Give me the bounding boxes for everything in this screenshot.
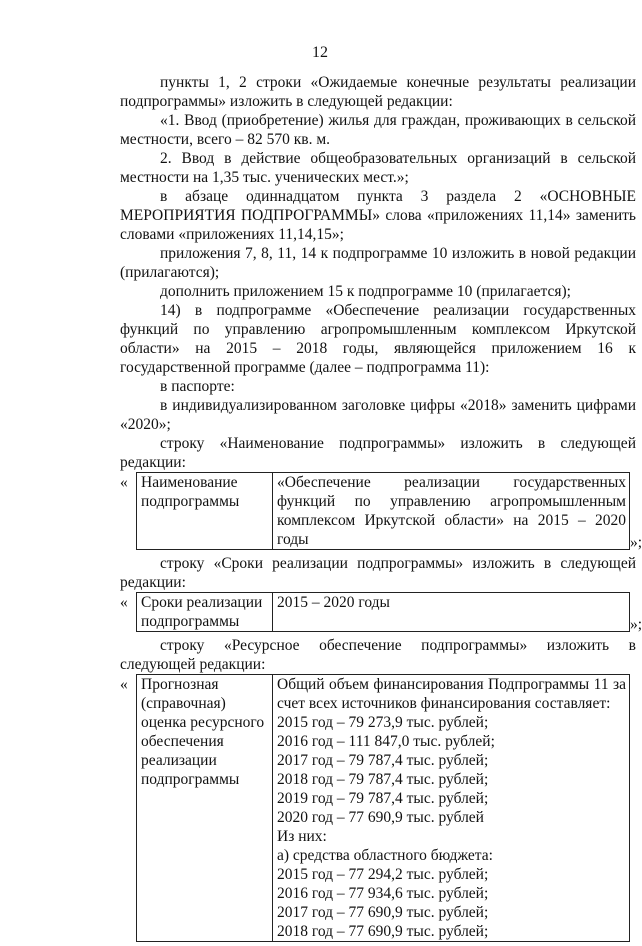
- table-row: [137, 473, 630, 550]
- paragraph: строку «Ресурсное обеспечение подпрограммы» изложить в следующей редакции:: [120, 637, 636, 673]
- quote-open: «: [120, 594, 128, 611]
- funding-line: 2016 год – 77 934,6 тыс. рублей;: [277, 885, 489, 902]
- table-label-cell: Наименование подпрограммы: [137, 473, 273, 550]
- funding-intro: Общий объем финансирования Подпрограммы 11 за счет всех источников финансирования составляет:: [277, 676, 626, 712]
- funding-line: 2018 год – 79 787,4 тыс. рублей;: [277, 771, 489, 788]
- funding-line: а) средства областного бюджета:: [277, 847, 493, 864]
- quote-open: «: [120, 474, 128, 491]
- funding-table: [136, 674, 630, 942]
- funding-table-block: [120, 674, 636, 942]
- name-table-block: [120, 472, 642, 551]
- table-label-cell: Сроки реализации подпрограммы: [137, 593, 273, 632]
- paragraph: в абзаце одиннадцатом пункта 3 раздела 2 «ОСНОВНЫЕ МЕРОПРИЯТИЯ ПОДПРОГРАММЫ» слова «приложениях 11,14» заменить словами «приложениях 11,14,15»;: [120, 188, 636, 243]
- funding-line: 2020 год – 77 690,9 тыс. рублей: [277, 809, 484, 826]
- table-row: [137, 675, 630, 942]
- page-number: 12: [312, 44, 328, 61]
- quote-open: «: [120, 676, 128, 693]
- quote-close: »;: [629, 534, 642, 551]
- paragraph: пункты 1, 2 строки «Ожидаемые конечные результаты реализации подпрограммы» изложить в следующей редакции:: [120, 74, 636, 110]
- funding-line: 2015 год – 79 273,9 тыс. рублей;: [277, 714, 489, 731]
- funding-line: 2017 год – 77 690,9 тыс. рублей;: [277, 904, 489, 921]
- funding-line: Из них:: [277, 828, 327, 845]
- funding-line: 2015 год – 77 294,2 тыс. рублей;: [277, 866, 489, 883]
- paragraph: в индивидуализированном заголовке цифры «2018» заменить цифрами «2020»;: [120, 397, 636, 433]
- table-row: [137, 593, 630, 632]
- funding-line: 2016 год – 111 847,0 тыс. рублей;: [277, 733, 495, 750]
- table-value-cell: [273, 675, 630, 942]
- document-body: [120, 73, 642, 946]
- funding-line: 2018 год – 77 690,9 тыс. рублей;: [277, 923, 489, 940]
- name-table: [136, 472, 630, 550]
- paragraph: строку «Сроки реализации подпрограммы» изложить в следующей редакции:: [120, 555, 636, 591]
- quote-close: »;: [629, 616, 642, 633]
- paragraph: «1. Ввод (приобретение) жилья для граждан, проживающих в сельской местности, всего – 82 570 кв. м.: [120, 112, 636, 148]
- paragraph: 14) в подпрограмме «Обеспечение реализации государственных функций по управлению агропромышленным комплексом Иркутской области» на 2015 – 2018 годы, являющейся приложением 16 к государственной программе (далее – подпрограмма 11):: [120, 302, 636, 376]
- paragraph: дополнить приложением 15 к подпрограмме 10 (прилагается);: [160, 283, 571, 300]
- paragraph: 2. Ввод в действие общеобразовательных организаций в сельской местности на 1,35 тыс. ученических мест.»;: [120, 150, 636, 186]
- paragraph: строку «Наименование подпрограммы» изложить в следующей редакции:: [120, 435, 636, 471]
- period-table: [136, 592, 630, 632]
- table-label-cell: Прогнозная (справочная) оценка ресурсного обеспечения реализации подпрограммы: [137, 675, 273, 942]
- table-value-cell: 2015 – 2020 годы: [273, 593, 630, 632]
- funding-line: 2019 год – 79 787,4 тыс. рублей;: [277, 790, 489, 807]
- paragraph: в паспорте:: [160, 378, 235, 395]
- funding-line: 2017 год – 79 787,4 тыс. рублей;: [277, 752, 489, 769]
- period-table-block: [120, 592, 642, 633]
- paragraph: приложения 7, 8, 11, 14 к подпрограмме 10 изложить в новой редакции (прилагаются);: [120, 245, 636, 281]
- table-value-cell: «Обеспечение реализации государственных функций по управлению агропромышленным комплексом Иркутской области» на 2015 – 2020 годы: [273, 473, 630, 550]
